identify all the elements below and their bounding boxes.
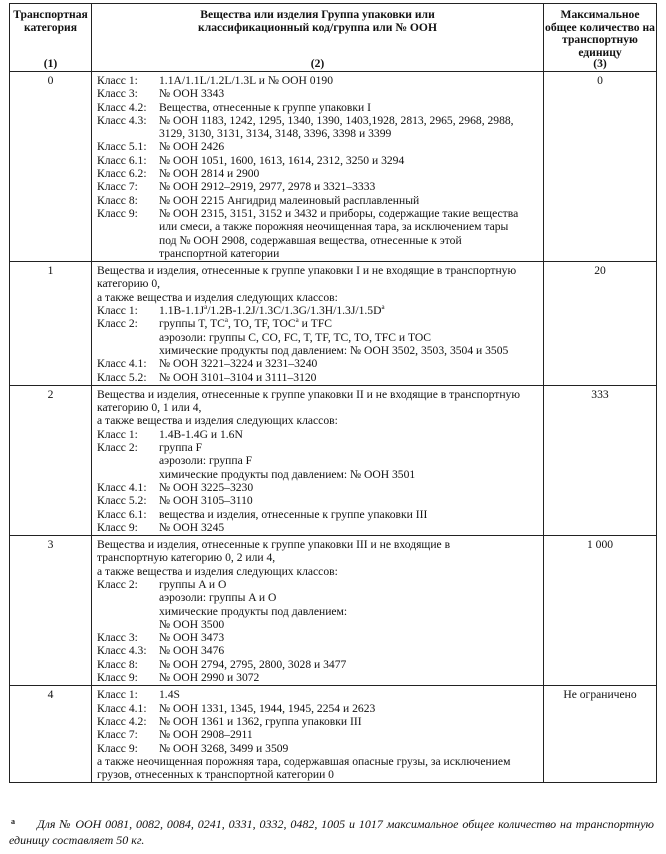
footnote	[9, 817, 654, 848]
class-value-part: , TO, TF, TOC	[228, 317, 296, 331]
class-value: 3129, 3130, 3131, 3134, 3148, 3396, 3398 и 3399	[159, 127, 392, 141]
header-col3-number: (3)	[593, 57, 607, 71]
substances-cell	[92, 536, 544, 686]
class-line	[97, 702, 539, 715]
class-value: 1.4S	[159, 688, 180, 702]
class-label: Класс 4.3:	[97, 644, 147, 658]
class-label: Класс 1:	[97, 688, 138, 702]
class-label	[97, 591, 159, 604]
class-value: 1.4B-1.4G и 1.6N	[159, 427, 243, 441]
class-value: химические продукты под давлением:	[159, 604, 348, 618]
class-line	[97, 441, 539, 454]
footnote-ref: a	[295, 316, 299, 325]
class-label: Класс 5.1:	[97, 140, 147, 154]
class-label	[97, 468, 159, 481]
class-label	[97, 605, 159, 618]
class-value: № ООН 2990 и 3072	[159, 671, 260, 685]
class-label: Класс 9:	[97, 671, 138, 685]
class-label: Класс 1:	[97, 304, 138, 318]
class-value: № ООН 3343	[159, 87, 225, 101]
substances-cell	[92, 72, 544, 262]
class-value: № ООН 1361 и 1362, группа упаковки III	[159, 714, 362, 728]
max-quantity-cell: 333	[544, 385, 657, 535]
table-row	[10, 385, 657, 535]
class-line	[97, 481, 539, 494]
class-value: № ООН 2908–2911	[159, 728, 253, 742]
class-line	[97, 618, 539, 631]
class-line	[97, 87, 539, 100]
class-label: Класс 1:	[97, 427, 138, 441]
footnote-ref: a	[381, 303, 385, 312]
class-label: Класс 2:	[97, 577, 138, 591]
class-value: или смеси, а также порожняя неочищенная тара, за исключением тары	[159, 220, 509, 234]
class-label: Класс 3:	[97, 87, 138, 101]
class-line	[97, 234, 539, 247]
class-label: Класс 9:	[97, 741, 138, 755]
class-value: № ООН 2426	[159, 140, 225, 154]
class-value: под № ООН 2908, содержавшая вещества, отнесенные к этой	[159, 233, 462, 247]
class-line	[97, 591, 539, 604]
class-value: № ООН 3105–3110	[159, 494, 253, 508]
class-label: Класс 4.3:	[97, 113, 147, 127]
class-value: № ООН 3500	[159, 617, 225, 631]
class-line	[97, 74, 539, 87]
intro-line: а также вещества и изделия следующих классов:	[97, 564, 338, 578]
class-value: № ООН 3225–3230	[159, 480, 254, 494]
class-line	[97, 140, 539, 153]
class-line	[97, 468, 539, 481]
intro-line: категорию 0, 1 или 4,	[97, 401, 202, 415]
class-value: химические продукты под давлением: № ООН 3501	[159, 467, 416, 481]
class-value: аэрозоли: группы A и O	[159, 591, 277, 605]
class-line	[97, 658, 539, 671]
class-line	[97, 167, 539, 180]
intro-line: Вещества и изделия, отнесенные к группе упаковки I и не входящие в транспортную	[97, 264, 517, 278]
table-body	[10, 72, 657, 783]
class-line	[97, 578, 539, 591]
class-line	[97, 127, 539, 140]
class-value: транспортной категории	[159, 246, 280, 260]
class-line	[97, 180, 539, 193]
class-label: Класс 5.2:	[97, 370, 147, 384]
class-line	[97, 742, 539, 755]
header-col2-number: (2)	[310, 57, 325, 71]
substances-cell	[92, 262, 544, 386]
class-value: № ООН 2215 Ангидрид малеиновый расплавленный	[159, 193, 420, 207]
class-value: № ООН 1183, 1242, 1295, 1340, 1390, 1403,1928, 2813, 2965, 2968, 2988,	[159, 113, 514, 127]
class-line	[97, 331, 539, 344]
class-label: Класс 8:	[97, 657, 138, 671]
class-line	[97, 494, 539, 507]
class-value: № ООН 1331, 1345, 1944, 1945, 2254 и 2623	[159, 701, 376, 715]
class-line	[97, 101, 539, 114]
class-line	[97, 428, 539, 441]
class-line	[97, 644, 539, 657]
class-value: № ООН 3101–3104 и 3111–3120	[159, 370, 317, 384]
class-label: Класс 4.1:	[97, 480, 147, 494]
class-label: Класс 8:	[97, 193, 138, 207]
class-value: химические продукты под давлением: № ООН 3502, 3503, 3504 и 3505	[159, 343, 509, 357]
class-line	[97, 454, 539, 467]
class-label: Класс 2:	[97, 317, 138, 331]
class-line	[97, 357, 539, 370]
class-label	[97, 127, 159, 140]
class-value: 1.1A/1.1L/1.2L/1.3L и № ООН 0190	[159, 74, 333, 87]
class-line	[97, 508, 539, 521]
class-value-part: /1.2B-1.2J/1.3C/1.3G/1.3H/1.3J/1.5D	[207, 304, 382, 318]
footnote-mark: a	[11, 817, 15, 826]
header-substances	[92, 4, 544, 72]
header-max-quantity	[544, 4, 657, 72]
class-value-part: 1.1B-1.1J	[159, 304, 205, 318]
class-value: аэрозоли: группы C, CO, FC, T, TF, TC, TO, TFC и TOC	[159, 330, 431, 344]
footnote-text: Для № ООН 0081, 0082, 0084, 0241, 0331, 0332, 0482, 1005 и 1017 максимальное общее количество на транспортную единицу составляет 50 кг.	[9, 817, 654, 847]
class-label: Класс 1:	[97, 74, 138, 87]
transport-category-table	[9, 3, 657, 783]
class-label	[97, 618, 159, 631]
class-line	[97, 605, 539, 618]
intro-line: категорию 0,	[97, 277, 161, 291]
class-label	[97, 234, 159, 247]
class-line	[97, 304, 539, 317]
transport-category-cell: 3	[10, 536, 92, 686]
class-label: Класс 9:	[97, 206, 138, 220]
class-value: группы A и O	[159, 577, 227, 591]
class-label: Класс 6.2:	[97, 167, 147, 181]
header-col1-title: Транспортная категория	[13, 8, 88, 34]
class-value: вещества и изделия, отнесенные к группе упаковки III	[159, 507, 428, 521]
class-line	[97, 631, 539, 644]
max-quantity-cell: 1 000	[544, 536, 657, 686]
class-label: Класс 2:	[97, 441, 138, 455]
header-col2-title: Вещества или изделия Группа упаковки или классификационный код/группа или № ООН	[198, 8, 437, 34]
class-value	[159, 317, 539, 330]
class-line	[97, 247, 539, 260]
class-value-part: и TFC	[298, 317, 332, 331]
class-label	[97, 344, 159, 357]
max-quantity-cell: Не ограничено	[544, 686, 657, 783]
class-value	[159, 304, 539, 317]
footnote-ref: a	[224, 316, 229, 325]
class-value: № ООН 3268, 3499 и 3509	[159, 741, 289, 755]
class-value: № ООН 3473	[159, 631, 225, 645]
class-label	[97, 247, 159, 260]
class-label: Класс 4.2:	[97, 100, 147, 114]
outro-line: грузов, отнесенных к транспортной категории 0	[97, 768, 334, 782]
class-label: Класс 6.1:	[97, 507, 147, 521]
class-label: Класс 9:	[97, 520, 138, 534]
class-label	[97, 331, 159, 344]
table-row	[10, 262, 657, 386]
header-transport-category	[10, 4, 92, 72]
class-label: Класс 6.1:	[97, 153, 147, 167]
class-line	[97, 728, 539, 741]
intro-line: Вещества и изделия, отнесенные к группе упаковки II и не входящие в транспортную	[97, 387, 520, 401]
class-line	[97, 194, 539, 207]
footnote-ref: a	[204, 303, 208, 312]
class-line	[97, 371, 539, 384]
class-line	[97, 521, 539, 534]
substances-cell	[92, 686, 544, 783]
class-line	[97, 220, 539, 233]
table-header-row	[10, 4, 657, 72]
class-line	[97, 114, 539, 127]
header-col3-title: Максимальное общее количество на транспортную единицу	[545, 8, 655, 59]
transport-category-cell: 4	[10, 686, 92, 783]
intro-line: а также вещества и изделия следующих классов:	[97, 414, 338, 428]
class-value: аэрозоли: группа F	[159, 454, 253, 468]
class-value: № ООН 2315, 3151, 3152 и 3432 и приборы, содержащие такие вещества	[159, 206, 519, 220]
class-value: № ООН 2912–2919, 2977, 2978 и 3321–3333	[159, 180, 376, 194]
class-value-part: группы T, TC	[159, 317, 225, 331]
class-line	[97, 317, 539, 330]
class-label	[97, 220, 159, 233]
class-label: Класс 7:	[97, 180, 138, 194]
table-row	[10, 72, 657, 262]
class-label: Класс 3:	[97, 631, 138, 645]
class-line	[97, 715, 539, 728]
class-label	[97, 454, 159, 467]
header-col1-number: (1)	[43, 57, 58, 71]
intro-line: транспортную категорию 0, 2 или 4,	[97, 551, 276, 565]
class-label: Класс 4.1:	[97, 701, 147, 715]
transport-category-cell: 2	[10, 385, 92, 535]
class-line	[97, 344, 539, 357]
class-label: Класс 4.2:	[97, 714, 147, 728]
class-value: № ООН 1051, 1600, 1613, 1614, 2312, 3250 и 3294	[159, 153, 405, 167]
class-label: Класс 7:	[97, 728, 138, 742]
outro-line: а также неочищенная порожняя тара, содержавшая опасные грузы, за исключением	[97, 754, 511, 768]
class-value: № ООН 2794, 2795, 2800, 3028 и 3477	[159, 657, 347, 671]
class-line	[97, 207, 539, 220]
substances-cell	[92, 385, 544, 535]
max-quantity-cell: 20	[544, 262, 657, 386]
class-value: № ООН 3221–3224 и 3231–3240	[159, 357, 318, 371]
table-row	[10, 686, 657, 783]
transport-category-cell: 0	[10, 72, 92, 262]
class-value: группа F	[159, 441, 203, 455]
max-quantity-cell: 0	[544, 72, 657, 262]
class-label: Класс 4.1:	[97, 357, 147, 371]
intro-line: а также вещества и изделия следующих классов:	[97, 290, 338, 304]
class-value: Вещества, отнесенные к группе упаковки I	[159, 100, 371, 114]
class-label: Класс 5.2:	[97, 494, 147, 508]
class-line	[97, 671, 539, 684]
class-line	[97, 688, 539, 701]
class-value: № ООН 3476	[159, 644, 225, 658]
table-row	[10, 536, 657, 686]
class-value: № ООН 2814 и 2900	[159, 167, 260, 181]
class-line	[97, 154, 539, 167]
transport-category-cell: 1	[10, 262, 92, 386]
intro-line: Вещества и изделия, отнесенные к группе упаковки III и не входящие в	[97, 538, 451, 552]
class-value: № ООН 3245	[159, 520, 225, 534]
